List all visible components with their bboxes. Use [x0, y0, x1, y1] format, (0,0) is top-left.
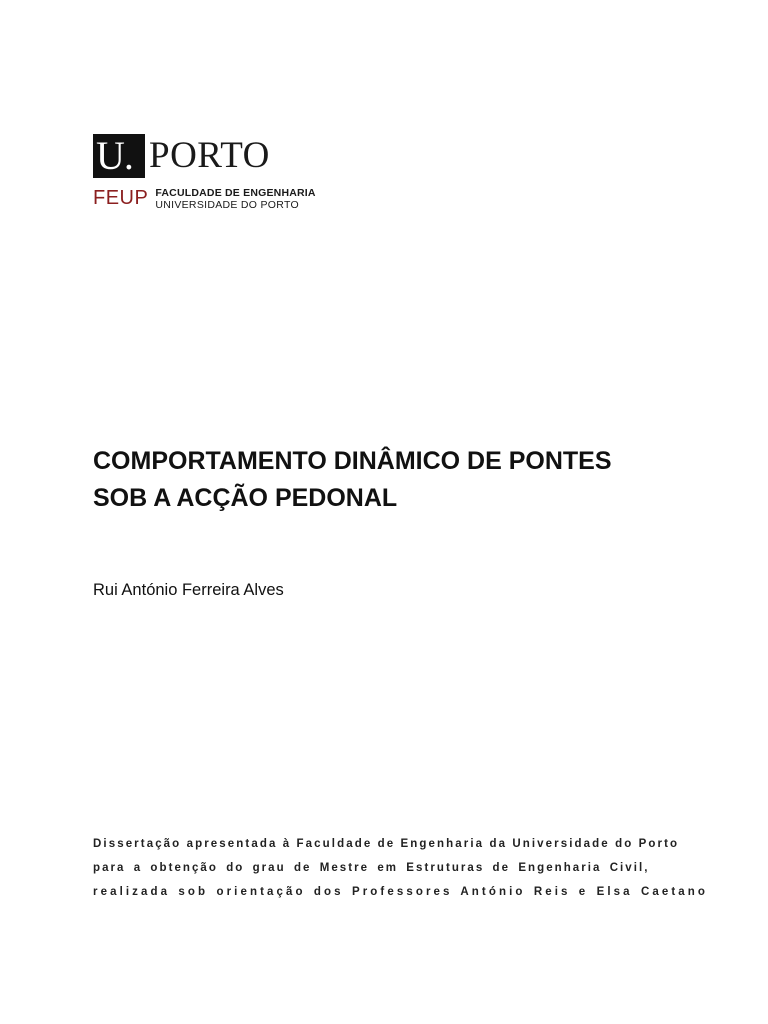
author-name: Rui António Ferreira Alves	[93, 581, 284, 599]
faculty-name-line1: FACULDADE DE ENGENHARIA	[155, 187, 316, 199]
logo-block-mark: U.	[93, 134, 145, 178]
document-title	[93, 443, 713, 517]
faculty-name	[155, 186, 315, 211]
feup-logo	[93, 186, 316, 211]
document-title-line1: COMPORTAMENTO DINÂMICO DE PONTES	[93, 447, 612, 475]
document-title-line2: SOB A ACÇÃO PEDONAL	[93, 484, 398, 512]
dissertation-line2: para a obtenção do grau de Mestre em Estruturas de Engenharia Civil,	[93, 862, 650, 874]
dissertation-line3: realizada sob orientação dos Professores António Reis e Elsa Caetano	[93, 886, 709, 898]
feup-acronym: FEUP	[93, 187, 149, 209]
faculty-name-line2: UNIVERSIDADE DO PORTO	[155, 199, 299, 211]
logo-wordmark: PORTO	[149, 135, 270, 176]
dissertation-line1: Dissertação apresentada à Faculdade de Engenharia da Universidade do Porto	[93, 838, 680, 850]
dissertation-statement	[93, 832, 709, 904]
uporto-logo	[93, 134, 270, 178]
